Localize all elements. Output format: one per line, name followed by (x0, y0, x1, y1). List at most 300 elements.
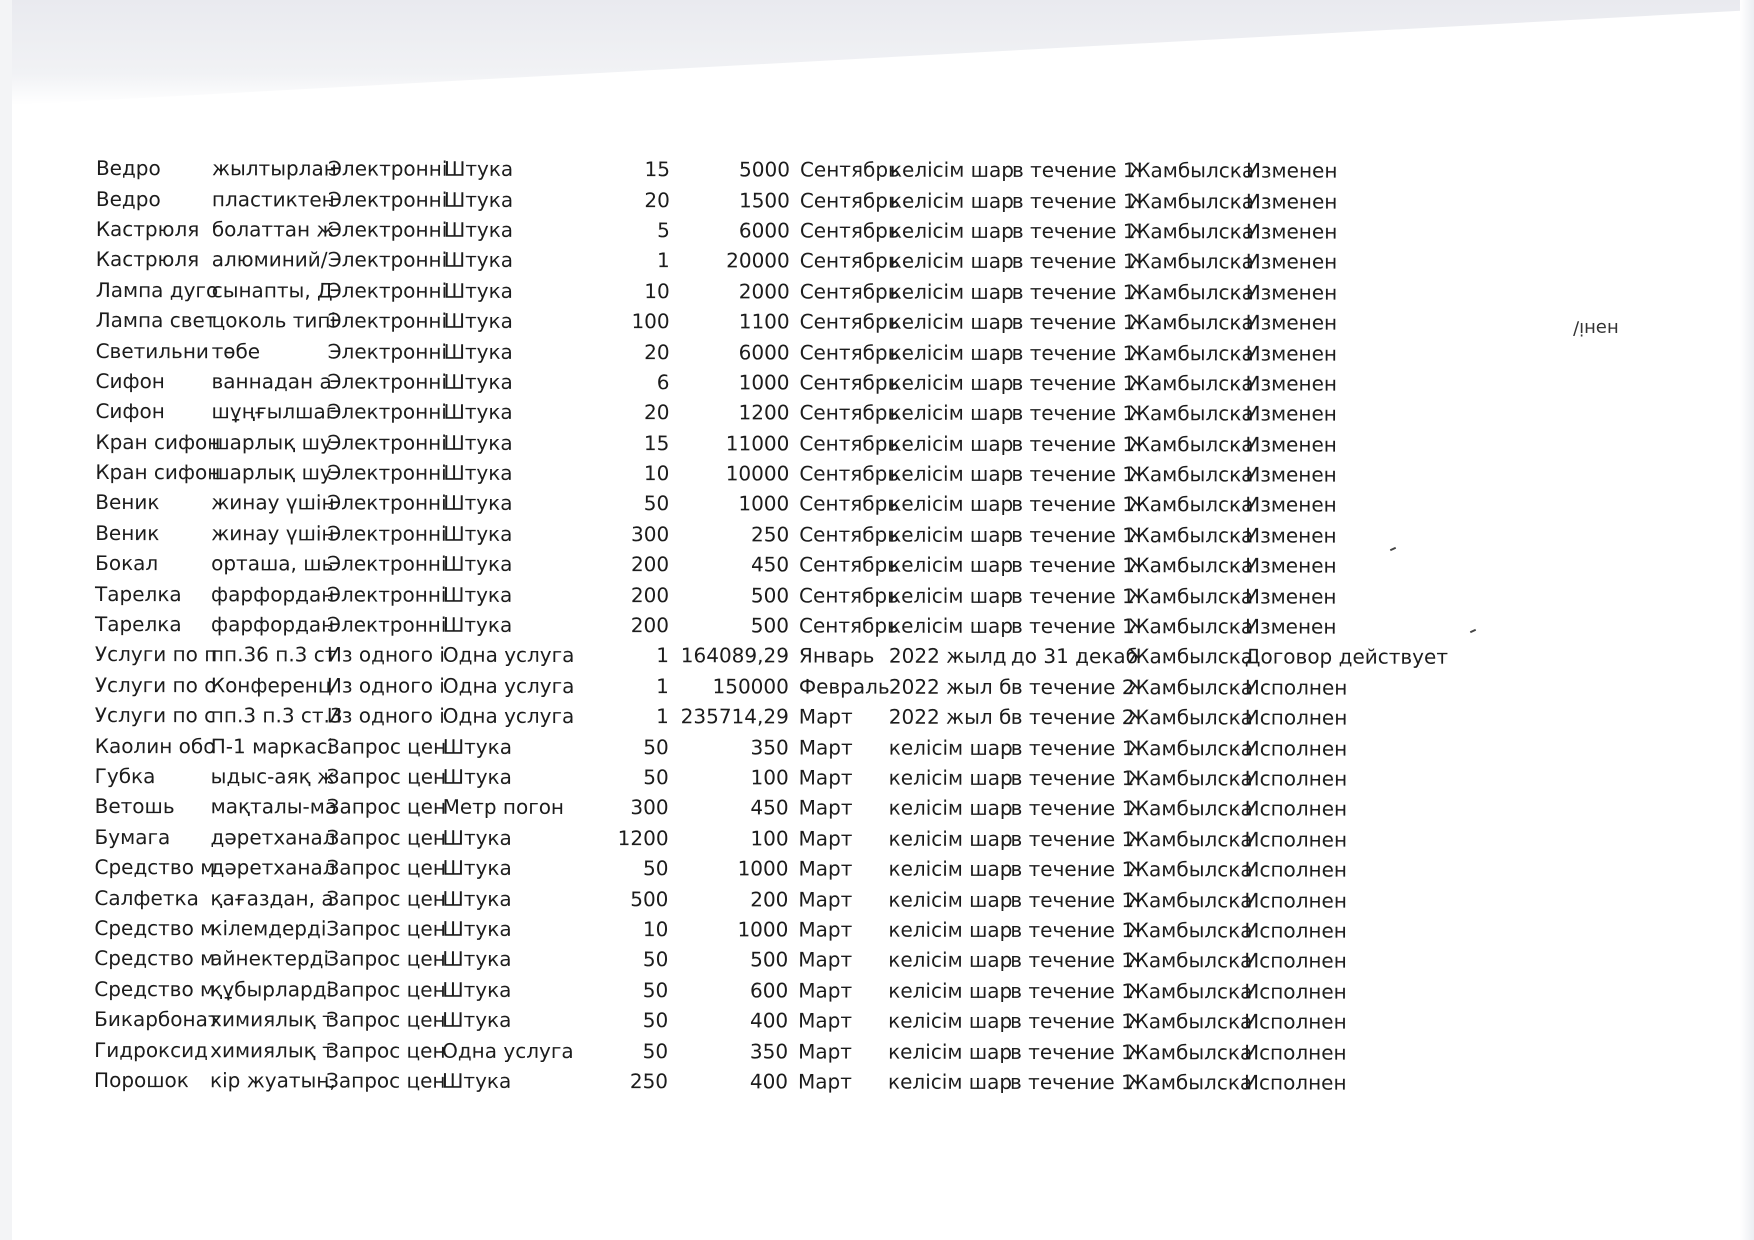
cell-delivery: в течение 1 (1011, 553, 1135, 578)
cell-name: Бокал (95, 551, 159, 576)
cell-delivery: в течение 1 (1011, 249, 1136, 274)
cell-method: Из одного і (326, 642, 445, 668)
cell-term: келісім шар (888, 796, 1013, 821)
cell-method: Из одного і (326, 703, 445, 728)
cell-unit: Штука (443, 430, 513, 455)
cell-status: Исполнен (1244, 887, 1347, 913)
cell-name: Губка (94, 763, 156, 789)
scan-left-edge (0, 0, 12, 1240)
table-row (95, 791, 1575, 824)
cell-name: Услуги по о (94, 672, 217, 698)
cell-term: келісім шар (888, 613, 1014, 638)
scan-top-shadow (0, 0, 1754, 105)
cell-desc: жинау үшін (211, 490, 335, 515)
cell-term: келісім шар (888, 1069, 1013, 1094)
cell-term: келісім шар (889, 218, 1014, 243)
cell-unit: Штука (442, 825, 512, 850)
cell-place: Жамбылска (1127, 948, 1253, 973)
cell-delivery: в течение 1 (1010, 1069, 1134, 1095)
cell-month: Март (798, 917, 853, 942)
cell-delivery: в течение 1 (1011, 158, 1136, 183)
cell-month: Март (798, 978, 853, 1003)
cell-name: Сифон (95, 399, 165, 424)
cell-qty: 300 (630, 521, 670, 547)
cell-name: Ветошь (94, 794, 175, 819)
cell-term: келісім шар (889, 157, 1014, 183)
cell-unit: Штука (443, 308, 513, 334)
table-row (96, 275, 1576, 308)
cell-delivery: в течение 2 (1010, 705, 1135, 730)
cell-place: Жамбылска (1128, 492, 1254, 517)
cell-name: Веник (95, 490, 160, 515)
cell-delivery: в течение 2 (1010, 674, 1135, 700)
cell-place: Жамбылска (1128, 340, 1254, 365)
cell-price: 1200 (738, 400, 790, 425)
table-row (94, 882, 1574, 915)
cell-status: Исполнен (1244, 948, 1347, 973)
cell-delivery: в течение 1 (1011, 310, 1136, 335)
cell-qty: 15 (643, 430, 670, 455)
cell-price: 2000 (738, 279, 790, 304)
cell-price: 450 (750, 552, 790, 577)
cell-name: Тарелка (94, 612, 182, 637)
cell-unit: Штука (443, 460, 513, 485)
cell-status: Исполнен (1244, 827, 1348, 852)
cell-price: 5000 (739, 157, 790, 182)
cell-place: Жамбылска (1127, 1070, 1253, 1095)
cell-place: Жамбылска (1128, 310, 1254, 335)
cell-delivery: в течение 1 (1010, 796, 1135, 821)
cell-term: келісім шар (889, 461, 1014, 487)
cell-desc: фарфордан (211, 581, 335, 607)
cell-delivery: в течение 1 (1010, 735, 1135, 760)
cell-name: Кран сифон (95, 429, 221, 454)
cell-month: Сентябрь (799, 583, 899, 608)
cell-delivery: в течение 1 (1010, 765, 1135, 791)
cell-month: Сентябрь (799, 248, 900, 274)
table-row (95, 396, 1575, 429)
cell-desc: төбе (211, 338, 261, 363)
cell-unit: Одна услуга (442, 1038, 574, 1063)
cell-term: 2022 жылд (888, 644, 1007, 669)
table-row (94, 1034, 1574, 1067)
table-row (95, 670, 1575, 703)
cell-name: Сифон (95, 368, 165, 394)
cell-price: 235714,29 (680, 704, 789, 729)
cell-name: Веник (95, 520, 160, 546)
cell-term: келісім шар (888, 948, 1013, 973)
cell-price: 400 (749, 1008, 789, 1033)
cell-unit: Штука (443, 248, 514, 273)
cell-delivery: в течение 1 (1011, 218, 1136, 244)
cell-status: Изменен (1245, 188, 1338, 214)
cell-qty: 50 (643, 856, 669, 881)
cell-qty: 6 (656, 370, 670, 395)
cell-month: Март (798, 704, 853, 729)
cell-price: 1000 (737, 856, 789, 881)
cell-qty: 50 (643, 765, 669, 790)
cell-method: Запрос цен (326, 1068, 446, 1093)
cell-status: Изменен (1245, 158, 1338, 183)
cell-place: Жамбылска (1127, 826, 1253, 852)
cell-delivery: в течение 1 (1010, 978, 1134, 1003)
cell-month: Март (798, 856, 853, 881)
cell-unit: Штука (442, 1007, 512, 1032)
cell-delivery: в течение 1 (1010, 948, 1135, 973)
cell-name: Ведро (95, 186, 161, 211)
table-row (95, 822, 1575, 855)
cell-status: Исполнен (1244, 1070, 1347, 1095)
cell-delivery: в течение 1 (1011, 522, 1135, 548)
cell-status: Изменен (1245, 553, 1337, 578)
cell-name: Ведро (95, 156, 161, 181)
cell-unit: Штука (443, 582, 513, 607)
cell-delivery: в течение 1 (1010, 1039, 1134, 1064)
cell-price: 200 (750, 886, 789, 912)
cell-delivery: в течение 1 (1010, 887, 1135, 912)
cell-desc: кілемдерді (210, 916, 327, 941)
cell-qty: 10 (644, 278, 670, 303)
cell-place: Жамбылска (1127, 857, 1253, 882)
cell-status: Изменен (1245, 280, 1338, 305)
cell-place: Жамбылска (1127, 918, 1253, 943)
cell-price: 6000 (738, 339, 790, 364)
cell-place: Жамбылска (1127, 644, 1254, 669)
cell-place: Жамбылска (1128, 523, 1254, 548)
cell-status: Исполнен (1244, 736, 1348, 761)
cell-method: Запрос цен (326, 1037, 446, 1063)
cell-month: Март (798, 735, 853, 760)
cell-place: Жамбылска (1127, 674, 1254, 700)
cell-month: Сентябрь (799, 431, 900, 456)
cell-delivery: в течение 1 (1011, 431, 1136, 456)
cell-desc: шұңғылшаг (211, 399, 337, 424)
cell-place: Жамбылска (1127, 1009, 1253, 1034)
cell-delivery: в течение 1 (1011, 340, 1136, 365)
cell-price: 500 (750, 583, 790, 608)
cell-term: келісім шар (889, 552, 1014, 578)
cell-qty: 1 (656, 643, 669, 668)
cell-place: Жамбылска (1128, 371, 1254, 396)
cell-month: Март (798, 1008, 853, 1033)
cell-place: Жамбылска (1128, 462, 1254, 487)
cell-name: Лампа свет (95, 308, 217, 333)
cell-qty: 50 (643, 734, 669, 759)
cell-price: 1000 (738, 491, 790, 516)
cell-term: келісім шар (889, 492, 1014, 517)
cell-price: 100 (750, 826, 789, 851)
cell-term: келісім шар (888, 735, 1013, 760)
cell-delivery: в течение 1 (1011, 583, 1135, 608)
cell-method: Запрос цен (326, 734, 447, 759)
cell-month: Март (798, 887, 853, 912)
cell-price: 6000 (738, 218, 790, 243)
cell-status: Исполнен (1244, 796, 1348, 822)
cell-place: Жамбылска (1127, 735, 1253, 761)
cell-desc: ваннадан а (211, 369, 332, 394)
cell-term: келісім шар (888, 1008, 1013, 1034)
cell-name: Тарелка (95, 581, 182, 606)
cell-month: Сентябрь (799, 461, 900, 486)
cell-price: 250 (750, 522, 790, 547)
cell-unit: Штука (442, 916, 512, 941)
cell-term: келісім шар (889, 370, 1014, 395)
cell-unit: Штука (443, 521, 513, 546)
cell-qty: 15 (644, 157, 670, 182)
cell-qty: 5 (657, 218, 670, 243)
cell-qty: 50 (643, 491, 670, 516)
cell-status: Исполнен (1244, 1039, 1347, 1065)
cell-month: Сентябрь (799, 218, 900, 243)
cell-method: Электронні (326, 612, 447, 637)
cell-month: Сентябрь (799, 522, 900, 547)
cell-month: Январь (798, 643, 875, 669)
cell-desc: орташа, шь (211, 551, 334, 576)
cell-desc: химиялық т (210, 1007, 334, 1032)
table-row (95, 427, 1575, 460)
cell-term: келісім шар (888, 1039, 1013, 1064)
cell-unit: Штука (442, 734, 513, 759)
cell-price: 600 (750, 978, 789, 1003)
cell-qty: 50 (642, 1008, 669, 1033)
cell-unit: Штука (443, 278, 513, 303)
cell-qty: 200 (630, 613, 670, 638)
cell-unit: Штука (443, 187, 514, 212)
cell-qty: 20 (644, 339, 670, 364)
cell-status: Изменен (1245, 340, 1338, 366)
cell-name: Услуги по с (94, 703, 216, 728)
table-row (94, 1065, 1574, 1098)
cell-qty: 50 (642, 1038, 669, 1063)
cell-desc: дәретханал (210, 855, 336, 880)
cell-status: Изменен (1245, 492, 1337, 518)
cell-desc: цоколь типі (211, 308, 337, 333)
cell-month: Сентябрь (799, 188, 900, 213)
cell-unit: Штука (443, 339, 513, 364)
cell-name: Бумага (94, 824, 171, 849)
margin-note: нәні/ (1573, 318, 1619, 339)
cell-name: Кастрюля (95, 247, 200, 272)
cell-month: Сентябрь (799, 491, 900, 517)
cell-place: Жамбылска (1128, 279, 1254, 305)
cell-desc: Конференц (210, 673, 332, 698)
cell-qty: 1 (657, 248, 670, 273)
cell-name: Кран сифон (95, 460, 221, 485)
table-row (94, 943, 1574, 976)
cell-price: 500 (750, 613, 790, 638)
cell-method: Запрос цен (326, 916, 446, 941)
cell-method: Электронні (327, 551, 447, 577)
cell-desc: шарлық шу (211, 429, 332, 455)
cell-price: 100 (750, 765, 789, 790)
cell-status: Изменен (1245, 584, 1337, 609)
cell-name: Средство м (94, 946, 216, 971)
cell-qty: 250 (629, 1069, 669, 1094)
cell-term: келісім шар (889, 340, 1014, 365)
table-row (96, 183, 1576, 216)
cell-term: келісім шар (888, 917, 1013, 942)
cell-place: Жамбылска (1128, 249, 1254, 274)
cell-month: Сентябрь (799, 400, 900, 425)
cell-place: Жамбылска (1128, 219, 1255, 244)
table-row (94, 852, 1574, 885)
cell-unit: Одна услуга (442, 673, 575, 698)
cell-term: келісім шар (889, 279, 1014, 304)
cell-unit: Одна услуга (442, 703, 575, 729)
cell-name: Услуги по п (94, 642, 218, 667)
cell-unit: Штука (443, 491, 513, 516)
cell-status: Изменен (1245, 462, 1337, 487)
cell-name: Каолин обо (94, 733, 216, 758)
cell-place: Жамбылска (1127, 978, 1253, 1004)
cell-method: Электронні (327, 308, 448, 333)
cell-delivery: в течение 1 (1011, 462, 1136, 487)
cell-term: келісім шар (888, 856, 1013, 882)
cell-delivery: в течение 1 (1011, 492, 1135, 517)
cell-method: Запрос цен (326, 855, 446, 880)
cell-month: Март (798, 765, 853, 790)
cell-name: Средство м (94, 855, 216, 880)
cell-month: Март (798, 1038, 853, 1064)
cell-desc: сынапты, Д (211, 277, 333, 303)
procurement-table (94, 153, 1576, 1098)
cell-method: Электронні (327, 217, 448, 242)
cell-method: Запрос цен (326, 1007, 446, 1032)
cell-status: Изменен (1245, 219, 1338, 244)
cell-desc: қағаздан, а (210, 885, 334, 911)
cell-desc: құбырларді (210, 976, 333, 1002)
cell-status: Изменен (1245, 401, 1337, 426)
cell-desc: жинау үшін (211, 521, 335, 546)
cell-qty: 1 (656, 674, 669, 699)
cell-qty: 500 (630, 886, 669, 911)
cell-place: Жамбылска (1127, 1039, 1253, 1064)
table-row (96, 244, 1576, 277)
cell-place: Жамбылска (1128, 158, 1255, 183)
cell-method: Электронні (327, 399, 447, 425)
cell-price: 1000 (737, 917, 789, 942)
cell-unit: Штука (442, 886, 512, 911)
cell-status: Исполнен (1244, 675, 1348, 700)
cell-method: Запрос цен (326, 946, 446, 972)
cell-place: Жамбылска (1128, 401, 1254, 426)
cell-unit: Штука (442, 977, 512, 1002)
cell-delivery: в течение 1 (1011, 401, 1136, 426)
cell-month: Март (798, 826, 853, 851)
cell-qty: 200 (630, 552, 670, 577)
cell-price: 500 (750, 947, 789, 972)
cell-method: Электронні (327, 582, 447, 607)
cell-method: Электронні (327, 278, 448, 303)
cell-method: Электронні (327, 369, 447, 394)
cell-month: Февраль (798, 674, 890, 699)
cell-term: келісім шар (889, 309, 1014, 335)
cell-unit: Штука (443, 551, 513, 577)
cell-term: келісім шар (889, 522, 1014, 547)
cell-term: келісім шар (888, 765, 1013, 790)
cell-desc: шарлық шу (211, 460, 332, 485)
table-row (94, 1004, 1574, 1037)
cell-name: Лампа дуго (95, 277, 219, 303)
cell-qty: 10 (642, 917, 669, 942)
table-row (95, 761, 1575, 794)
table-row (96, 214, 1576, 247)
cell-desc: пластиктен (211, 186, 335, 212)
cell-status: Исполнен (1244, 918, 1347, 943)
cell-delivery: в течение 1 (1011, 370, 1136, 396)
cell-status: Изменен (1245, 371, 1337, 396)
cell-desc: дәретханал (210, 825, 336, 850)
cell-price: 1500 (738, 187, 790, 213)
cell-unit: Штука (442, 764, 512, 789)
cell-qty: 1 (656, 704, 669, 729)
cell-delivery: в течение 1 (1010, 917, 1135, 943)
cell-status: Изменен (1244, 614, 1337, 639)
cell-month: Сентябрь (799, 309, 900, 334)
cell-qty: 20 (643, 400, 670, 425)
cell-price: 20000 (726, 248, 790, 273)
cell-status: Изменен (1245, 432, 1337, 457)
cell-status: Изменен (1245, 523, 1337, 548)
cell-month: Сентябрь (799, 552, 900, 577)
cell-desc: пп.3 п.3 ст.3 (210, 703, 343, 728)
cell-desc: болаттан ж (211, 217, 335, 242)
cell-method: Запрос цен (326, 764, 447, 789)
cell-unit: Метр погон (442, 795, 565, 820)
cell-delivery: до 31 декаб (1010, 644, 1139, 669)
cell-place: Жамбылска (1127, 887, 1253, 912)
cell-desc: химиялық т (210, 1037, 334, 1063)
cell-method: Электронні (327, 339, 448, 364)
cell-unit: Штука (443, 369, 513, 394)
cell-term: келісім шар (888, 826, 1013, 851)
cell-method: Электронні (327, 460, 447, 485)
cell-month: Март (798, 1069, 852, 1094)
cell-name: Порошок (94, 1067, 189, 1093)
table-row (96, 305, 1576, 338)
cell-desc: ыдыс-аяқ ж (210, 764, 336, 789)
cell-month: Сентябрь (799, 157, 900, 182)
cell-delivery: в течение 1 (1010, 826, 1135, 851)
cell-price: 150000 (712, 674, 789, 699)
cell-term: келісім шар (889, 400, 1014, 426)
cell-desc: алюминий/ (211, 247, 328, 272)
cell-place: Жамбылска (1128, 553, 1254, 578)
cell-delivery: в течение 1 (1011, 188, 1136, 213)
cell-unit: Штука (442, 612, 513, 637)
cell-unit: Штука (443, 217, 514, 242)
cell-name: Кастрюля (95, 216, 200, 242)
cell-status: Исполнен (1244, 979, 1347, 1004)
cell-status: Исполнен (1244, 1009, 1347, 1034)
cell-delivery: в течение 1 (1010, 1009, 1134, 1034)
cell-unit: Штука (442, 855, 512, 881)
cell-status: Договор действует (1244, 644, 1449, 670)
cell-qty: 20 (644, 187, 670, 212)
cell-status: Исполнен (1244, 857, 1348, 882)
cell-price: 1000 (738, 370, 790, 395)
cell-method: Запрос цен (326, 794, 447, 820)
cell-price: 1100 (738, 309, 790, 334)
cell-month: Сентябрь (799, 370, 900, 395)
cell-unit: Штука (442, 947, 512, 972)
cell-qty: 200 (630, 582, 670, 607)
cell-method: Запрос цен (326, 886, 446, 911)
cell-term: келісім шар (889, 249, 1014, 274)
cell-price: 164089,29 (680, 643, 789, 668)
cell-qty: 300 (630, 795, 669, 820)
table-row (96, 335, 1576, 368)
